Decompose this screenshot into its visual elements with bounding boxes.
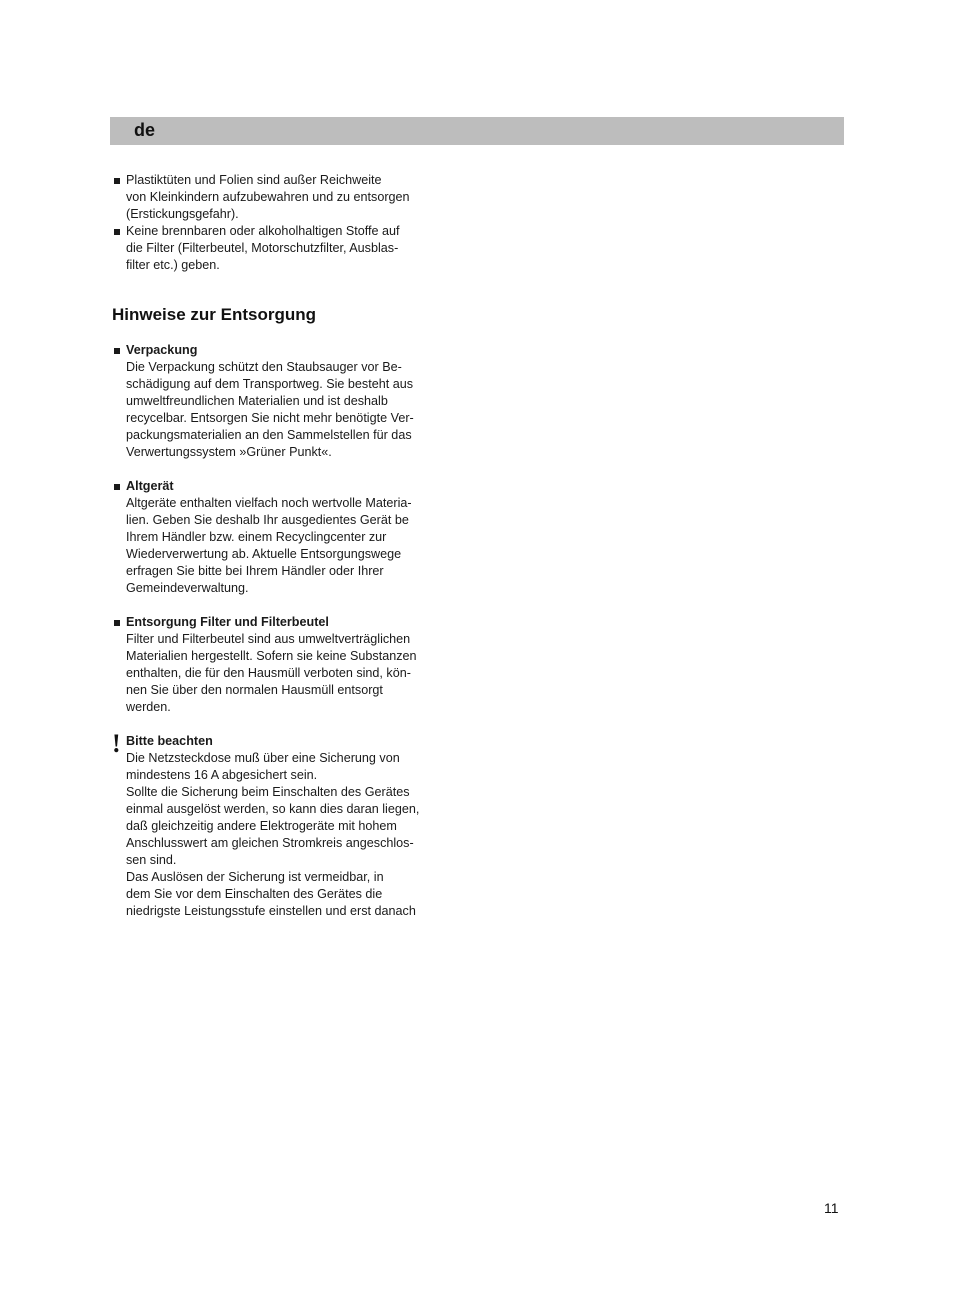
intro-list — [112, 172, 457, 274]
text-line: die Filter (Filterbeutel, Motorschutzfilter, Ausblas- — [126, 241, 399, 255]
list-item — [112, 172, 457, 223]
page-number: 11 — [824, 1200, 839, 1216]
list-item — [112, 223, 457, 274]
text-line: mindestens 16 A abgesichert sein. — [126, 768, 318, 782]
disposal-section-old-device — [112, 478, 457, 597]
text-line: Altgeräte enthalten vielfach noch wertvolle Materia- — [126, 496, 412, 510]
text-column — [112, 172, 457, 920]
text-line: lien. Geben Sie deshalb Ihr ausgedientes Gerät be — [126, 513, 409, 527]
text-line: umweltfreundlichen Materialien und ist deshalb — [126, 394, 388, 408]
bullet-square-icon — [114, 620, 120, 626]
text-line: enthalten, die für den Hausmüll verboten sind, kön- — [126, 666, 411, 680]
text-line: Verwertungssystem »Grüner Punkt«. — [126, 445, 332, 459]
disposal-section-filters — [112, 614, 457, 716]
text-line: Plastiktüten und Folien sind außer Reichweite — [126, 173, 382, 187]
text-line: nen Sie über den normalen Hausmüll entsorgt — [126, 683, 383, 697]
text-line: filter etc.) geben. — [126, 258, 220, 272]
text-line: werden. — [126, 700, 171, 714]
text-line: Keine brennbaren oder alkoholhaltigen Stoffe auf — [126, 224, 400, 238]
section-heading: Hinweise zur Entsorgung — [112, 305, 317, 324]
text-line: einmal ausgelöst werden, so kann dies daran liegen, — [126, 802, 420, 816]
text-line: Wiederverwertung ab. Aktuelle Entsorgungswege — [126, 547, 402, 561]
text-line: Sollte die Sicherung beim Einschalten des Gerätes — [126, 785, 410, 799]
exclamation-icon: ! — [112, 729, 121, 758]
text-line: Ihrem Händler bzw. einem Recyclingcenter zur — [126, 530, 387, 544]
section-title: Verpackung — [126, 343, 198, 357]
text-line: packungsmaterialien an den Sammelstellen für das — [126, 428, 412, 442]
bullet-square-icon — [114, 348, 120, 354]
bullet-square-icon — [114, 229, 120, 235]
text-line: Das Auslösen der Sicherung ist vermeidbar, in — [126, 870, 384, 884]
text-line: dem Sie vor dem Einschalten des Gerätes die — [126, 887, 383, 901]
section-title: Altgerät — [126, 479, 174, 493]
text-line: Filter und Filterbeutel sind aus umweltverträglichen — [126, 632, 411, 646]
text-line: Die Netzsteckdose muß über eine Sicherung von — [126, 751, 400, 765]
text-line: Gemeindeverwaltung. — [126, 581, 249, 595]
text-line: schädigung auf dem Transportweg. Sie besteht aus — [126, 377, 414, 391]
text-line: Anschlusswert am gleichen Stromkreis angeschlos- — [126, 836, 414, 850]
text-line: daß gleichzeitig andere Elektrogeräte mit hohem — [126, 819, 397, 833]
bullet-square-icon — [114, 178, 120, 184]
bullet-square-icon — [114, 484, 120, 490]
language-code: de — [134, 120, 156, 140]
disposal-section-packaging — [112, 342, 457, 461]
section-title: Entsorgung Filter und Filterbeutel — [126, 615, 329, 629]
text-line: erfragen Sie bitte bei Ihrem Händler oder Ihrer — [126, 564, 384, 578]
text-line: niedrigste Leistungsstufe einstellen und erst danach — [126, 904, 416, 918]
language-header-bar — [110, 117, 844, 145]
text-line: (Erstickungsgefahr). — [126, 207, 239, 221]
text-line: recycelbar. Entsorgen Sie nicht mehr benötigte Ver- — [126, 411, 414, 425]
warning-title: Bitte beachten — [126, 734, 213, 748]
text-line: Materialien hergestellt. Sofern sie keine Substanzen — [126, 649, 417, 663]
warning-note — [112, 729, 457, 920]
text-line: von Kleinkindern aufzubewahren und zu entsorgen — [126, 190, 410, 204]
text-line: Die Verpackung schützt den Staubsauger vor Be- — [126, 360, 402, 374]
text-line: sen sind. — [126, 853, 177, 867]
